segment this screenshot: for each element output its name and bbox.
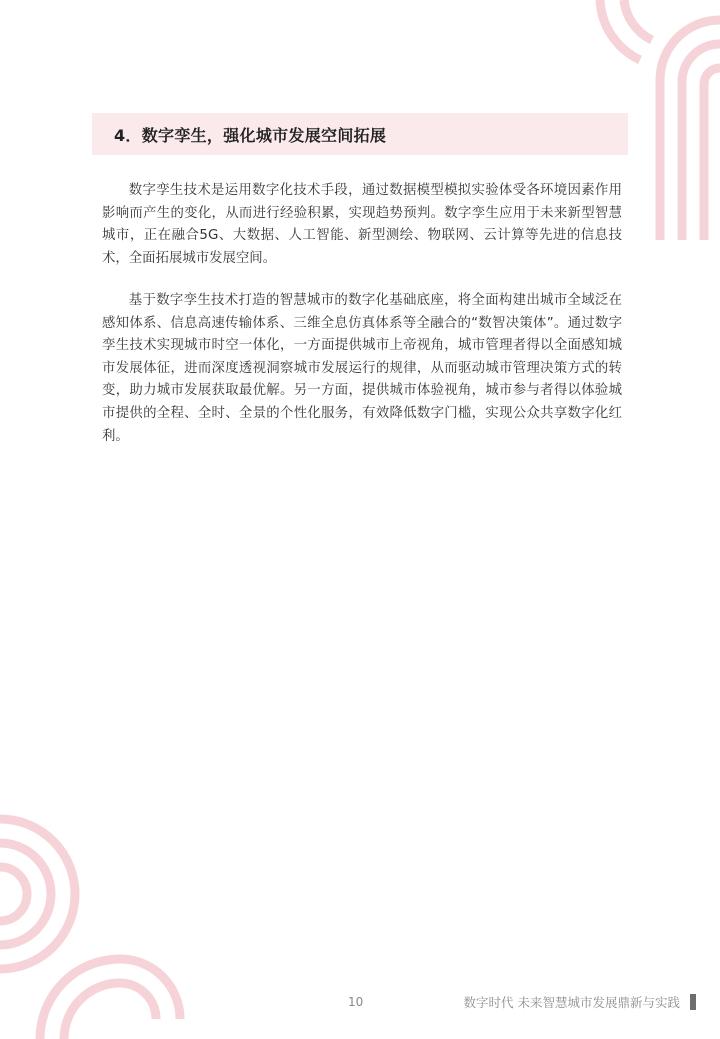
section-heading-text: 4．数字孪生，强化城市发展空间拓展 — [114, 125, 387, 145]
page-number: 10 — [348, 995, 364, 1009]
paragraph-digital-twin-technology: 数字孪生技术是运用数字化技术手段，通过数据模型模拟实验体受各环境因素作用影响而产生的变化，从而进行经验积累，实现趋势预判。数字孪生应用于未来新型智慧城市，正在融合5G、大数据、人工智能、新型测绘、物联网、云计算等先进的信息技术，全面拓展城市发展空间。 — [102, 183, 622, 266]
footer-book-title — [464, 993, 696, 1011]
footer-book-title-text: 数字时代 未来智慧城市发展鼎新与实践 — [463, 995, 680, 1010]
paragraph-digital-foundation: 基于数字孪生技术打造的智慧城市的数字化基础底座，将全面构建出城市全域泛在感知体系、信息高速传输体系、三维全息仿真体系等全融合的“数智决策体”。通过数字孪生技术实现城市时空一体化，一方面提供城市上帝视角，城市管理者得以全面感知城市发展体征，进而深度透视洞察城市发展运行的规律，从而驱动城市管理决策方式的转变，助力城市发展获取最优解。另一方面，提供城市体验视角，城市参与者得以体验城市提供的全程、全时、全景的个性化服务，有效降低数字门槛，实现公众共享数字化红利。 — [102, 293, 622, 444]
footer-marker-bar — [690, 994, 696, 1010]
section-heading — [92, 113, 628, 155]
decorative-arcs-bottom-left — [0, 799, 190, 1039]
